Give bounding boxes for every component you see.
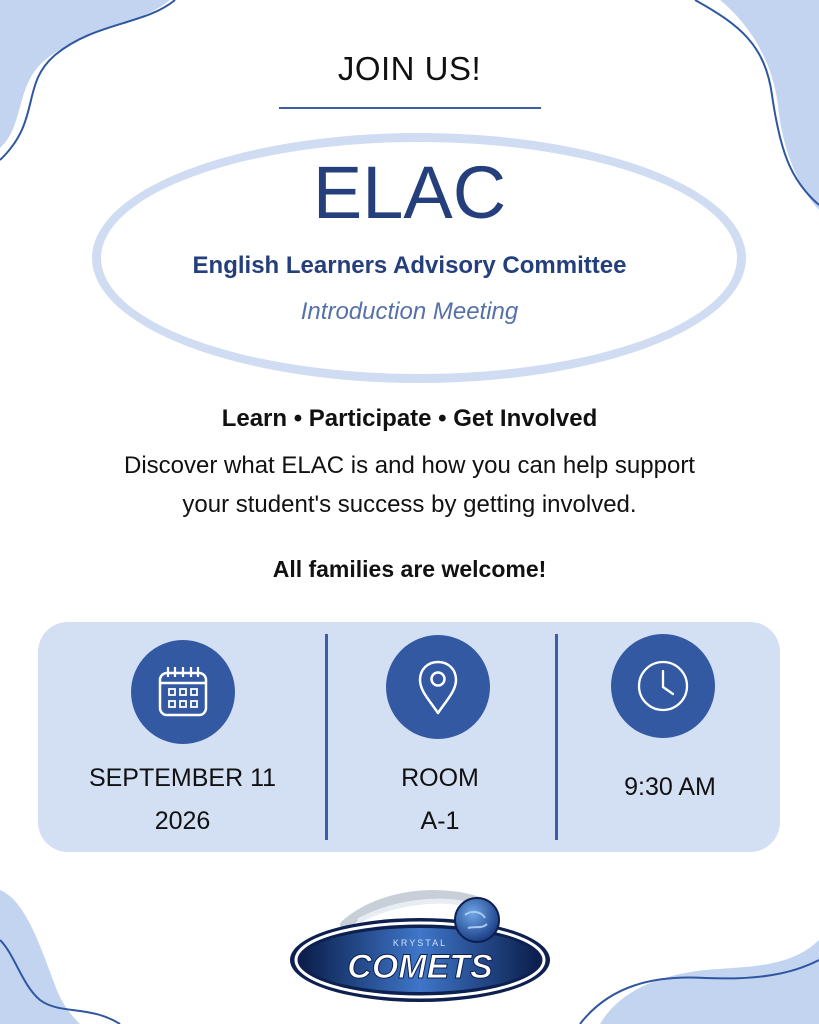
- location-room-label: ROOM: [401, 764, 479, 792]
- event-location: [340, 757, 540, 843]
- event-date: [60, 757, 305, 843]
- location-room-number: A-1: [420, 807, 460, 835]
- description-line: Discover what ELAC is and how you can help support: [124, 452, 695, 479]
- tagline: Learn • Participate • Get Involved: [221, 405, 598, 432]
- details-divider: [555, 634, 558, 840]
- logo-top-text: KRYSTAL: [392, 938, 448, 948]
- details-divider: [325, 634, 328, 840]
- event-date-line: SEPTEMBER 11: [88, 764, 277, 792]
- description-line: your student's success by getting involved.: [182, 491, 637, 518]
- calendar-icon: [131, 640, 235, 744]
- description: [60, 446, 759, 524]
- welcome-message: All families are welcome!: [272, 556, 547, 582]
- event-time: 9:30 AM: [624, 773, 716, 801]
- clock-icon: [611, 634, 715, 738]
- map-pin-icon: [386, 635, 490, 739]
- event-subtitle: Introduction Meeting: [300, 298, 519, 325]
- heading-divider: [279, 107, 541, 109]
- event-full-name: English Learners Advisory Committee: [192, 252, 627, 279]
- krystal-comets-logo: [285, 880, 555, 1010]
- logo-main-text: COMETS: [347, 948, 493, 986]
- event-acronym: ELAC: [312, 151, 507, 234]
- event-year-line: 2026: [154, 807, 211, 835]
- join-us-heading: JOIN US!: [337, 50, 482, 87]
